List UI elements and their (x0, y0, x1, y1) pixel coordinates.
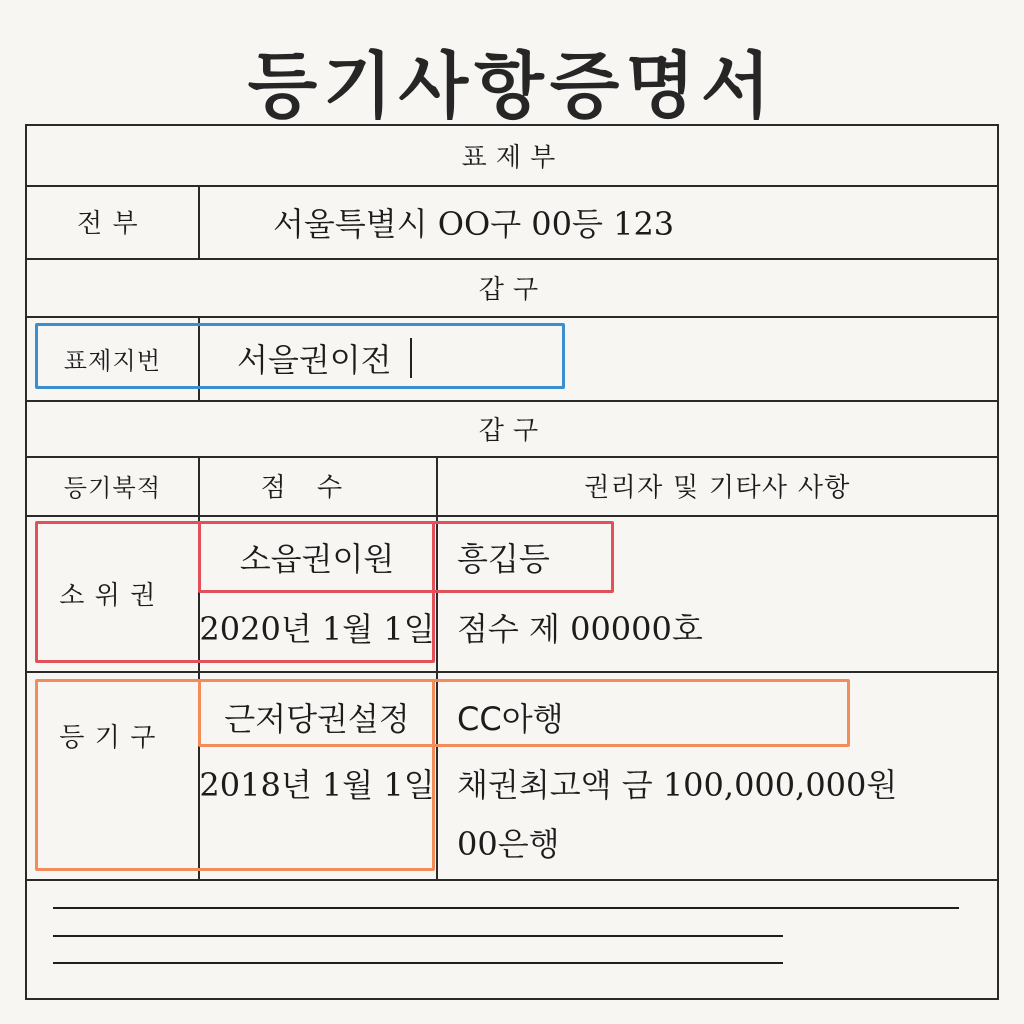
column-header-rights-holder: 권리자 및 기타사 사항 (584, 473, 851, 503)
row-detail-ownership: 점수 제 00000호 (457, 610, 703, 648)
document-title: 등기사항증명서 (247, 44, 777, 128)
entry-input[interactable] (237, 316, 637, 400)
registry-form (25, 124, 999, 1000)
section-header-gapgu-2: 갑구 (478, 415, 548, 446)
row-detail-mortgage: 채권최고액 금 100,000,000원 (457, 766, 898, 804)
blank-line (53, 962, 783, 964)
entry-value: 서을권이전 (237, 341, 392, 379)
section-header-pyojebu: 표제부 (461, 143, 565, 173)
row-purpose-ownership: 소위권 (59, 580, 166, 611)
blank-line (53, 907, 959, 909)
row-detail-mortgage-bank: 00은행 (457, 825, 560, 863)
entry-label: 표제지번 (63, 346, 162, 375)
blank-line (53, 935, 783, 937)
row-date-mortgage: 2018년 1월 1일 (199, 766, 435, 804)
row-holder-ownership: 흥깁등 (457, 540, 550, 578)
section-header-gapgu: 갑구 (478, 274, 548, 305)
jeonbu-label: 전부 (76, 209, 149, 239)
column-header-purpose: 등기북적 (63, 474, 162, 502)
row-type-ownership: 소읍권이원 (239, 540, 395, 578)
row-date-ownership: 2020년 1월 1일 (199, 610, 435, 648)
text-cursor (410, 338, 412, 378)
row-holder-mortgage: CC아행 (457, 700, 564, 738)
column-header-receipt: 점수 (260, 473, 374, 503)
row-type-mortgage: 근저당권설정 (224, 700, 410, 738)
row-purpose-mortgage: 등기구 (59, 722, 166, 753)
property-address: 서울특별시 OO구 00등 123 (273, 204, 675, 243)
